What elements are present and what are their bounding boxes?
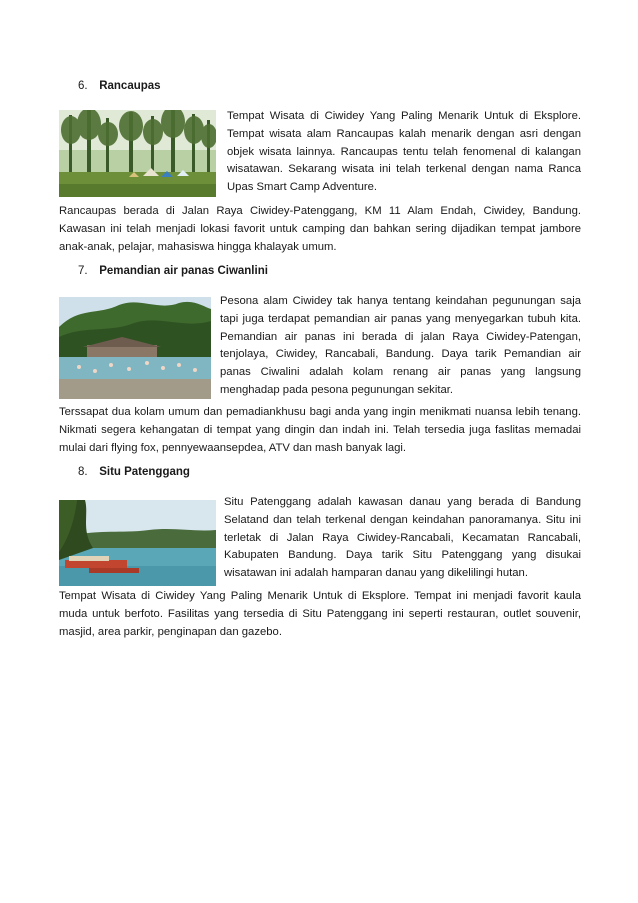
section-6-body-text: Rancaupas berada di Jalan Raya Ciwidey-Patenggang, KM 11 Alam Endah, Ciwidey, Bandung. Kawasan ini telah menjadi lokasi favorit untuk camping dan bahkan sering dijadikan tempat jambore anak-anak, pelajar, mahasiswa hingga khalayak umum. (59, 205, 581, 253)
rancaupas-photo (59, 110, 216, 197)
section-heading-8 (78, 466, 190, 478)
situ-patenggang-photo (59, 500, 216, 586)
section-7-side-text: Pesona alam Ciwidey tak hanya tentang keindahan pegunungan saja tapi juga terdapat pemandian air panas yang menyegarkan tubuh kita. Pemandian air panas ini berada di jalan Raya Ciwidey-Patengan, tenjolaya, Ciwidey, Rancabali, Bandung. Daya tarik Pemandian air panas Ciwalini adalah kolam renang air panas yang langsung menghadap pada pesona pegunungan sekitar. (220, 295, 581, 396)
ciwalini-photo (59, 297, 211, 399)
section-8-side-text: Situ Patenggang adalah kawasan danau yang berada di Bandung Selatand dan telah terkenal dengan keindahan panoramanya. Situ ini terletak di Jalan Raya Ciwidey-Rancabali, Kecamatan Rancabali, Kabupaten Bandung. Daya tarik Situ Patenggang yang disukai wisatawan ini adalah hamparan danau yang dikelilingi hutan. (224, 496, 581, 580)
section-title: Rancaupas (99, 80, 161, 92)
section-number: 6. (78, 80, 88, 92)
section-heading-7 (78, 265, 268, 277)
section-8-body-text: Tempat Wisata di Ciwidey Yang Paling Menarik Untuk di Eksplore. Tempat ini menjadi favorit kaula muda untuk berfoto. Fasilitas yang tersedia di Situ Patenggang ini seperti restauran, outlet souvenir, masjid, area parkir, penginapan dan gazebo. (59, 590, 581, 638)
section-6-side-text: Tempat Wisata di Ciwidey Yang Paling Menarik Untuk di Eksplore. Tempat wisata alam Rancaupas kalah menarik dengan asri dengan objek wisata lainnya. Rancaupas tentu telah fenomenal di kalangan wisatawan. Sekarang wisata ini telah terkenal dengan nama Ranca Upas Smart Camp Adventure. (227, 110, 581, 194)
section-heading-6 (78, 80, 161, 92)
section-7-body-text: Terssapat dua kolam umum dan pemadiankhusu bagi anda yang ingin menikmati nuansa lebih tenang. Nikmati segera kehangatan di tempat yang dingin dan indah ini. Telah tersedia juga faslitas memadai mulai dari flying fox, pennyewaansepdea, ATV dan mash banyak lagi. (59, 406, 581, 454)
section-title: Pemandian air panas Ciwanlini (99, 265, 268, 277)
section-number: 7. (78, 265, 88, 277)
section-number: 8. (78, 466, 88, 478)
section-title: Situ Patenggang (99, 466, 190, 478)
